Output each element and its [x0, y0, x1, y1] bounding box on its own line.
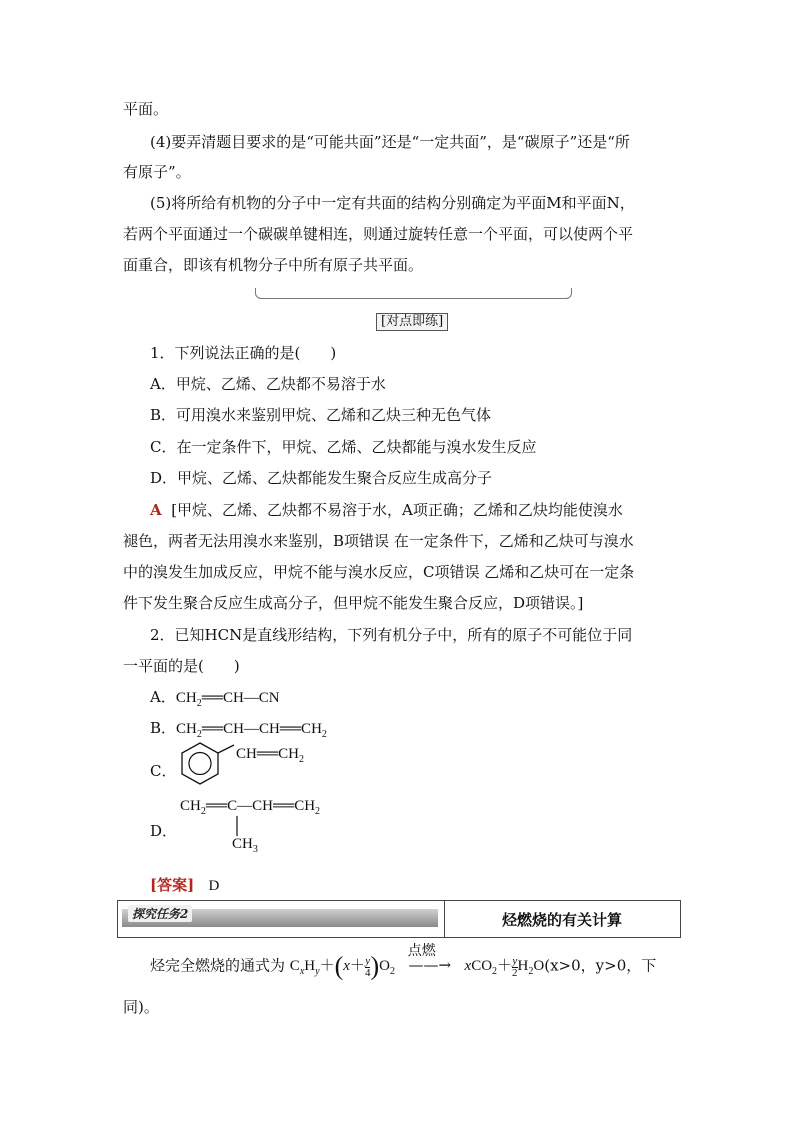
- q2-option-d-methyl: $CH_3$: [232, 836, 258, 855]
- q2-option-b-formula: $CH_2══CH—CH══CH_2$: [176, 721, 327, 740]
- point-5-line2: 若两个平面通过一个碳碳单键相连，则通过旋转任意一个平面，可以使两个平: [123, 225, 634, 243]
- task-label: 探究任务2: [128, 905, 192, 922]
- task-label-panel: [118, 901, 445, 937]
- point-4-line1: (4)要弄清题目要求的是“可能共面”还是“一定共面”，是“碳原子”还是“所: [150, 133, 630, 151]
- formula-reactant: $C_xH_y+(x+$ $\frac{y}{4}$ )$O_2$: [289, 952, 395, 981]
- q2-option-b: [150, 717, 327, 740]
- practice-tag: [对点即练]: [376, 313, 448, 331]
- point-5-line1: (5)将所给有机物的分子中一定有共面的结构分别确定为平面M和平面N，: [150, 194, 635, 212]
- formula-lead: 烃完全燃烧的通式为: [150, 956, 286, 975]
- point-4-line2: 有原子”。: [123, 163, 191, 181]
- q1-explanation-line1: [150, 499, 623, 520]
- q1-explanation-line2: 褪色，两者无法用溴水来鉴别，B项错误 在一定条件下，乙烯和乙炔可与溴水: [123, 532, 634, 550]
- reaction-arrow: 点燃 ——→: [400, 956, 460, 974]
- q2-option-a-formula: $CH_2══CH—CN$: [175, 690, 280, 709]
- benzene-ring-icon: [178, 741, 238, 787]
- q1-option-b: B．可用溴水来鉴别甲烷、乙烯和乙炔三种无色气体: [150, 406, 492, 424]
- methyl-bond-line: [234, 816, 240, 836]
- q1-explanation-line4: 件下发生聚合反应生成高分子，但甲烷不能发生聚合反应，D项错误。]: [123, 594, 584, 612]
- task-header: [117, 900, 681, 938]
- q1-answer-letter: A: [150, 501, 162, 519]
- combustion-formula: [150, 943, 657, 982]
- q1-option-c: C．在一定条件下，甲烷、乙烯、乙炔都能与溴水发生反应: [150, 438, 537, 456]
- q2-answer-value: D: [208, 878, 220, 894]
- formula-product: xCO$_2$＋ $\frac{y}{2}$ $H_2O$: [464, 954, 545, 979]
- q1-stem: 1．下列说法正确的是( ): [150, 344, 337, 362]
- q1-option-d: D．甲烷、乙烯、乙炔都能发生聚合反应生成高分子: [150, 469, 493, 487]
- point-5-line3: 面重合，即该有机物分子中所有原子共平面。: [123, 256, 424, 274]
- q1-explanation-text: [甲烷、乙烯、乙炔都不易溶于水，A项正确；乙烯和乙炔均能使溴水: [171, 501, 623, 519]
- q2-option-c-label: C．: [150, 762, 177, 780]
- intro-line: 平面。: [123, 100, 169, 118]
- q2-stem-line1: 2．已知HCN是直线形结构，下列有机分子中，所有的原子不可能位于同: [150, 626, 633, 644]
- section-divider: [255, 288, 572, 299]
- formula-tail-line2: 同)。: [123, 998, 159, 1016]
- q2-option-c-vinyl: $CH══CH_2$: [236, 746, 304, 765]
- q2-option-d-label: D．: [150, 822, 178, 840]
- q1-option-a: A．甲烷、乙烯、乙炔都不易溶于水: [150, 375, 386, 393]
- task-title: 烃燃烧的有关计算: [501, 911, 622, 929]
- q2-stem-line2: 一平面的是( ): [123, 657, 240, 675]
- formula-tail: (x>0，y>0，下: [544, 956, 657, 975]
- q1-explanation-line3: 中的溴发生加成反应，甲烷不能与溴水反应，C项错误 乙烯和乙炔可在一定条: [123, 563, 635, 581]
- q2-option-a: [150, 686, 280, 709]
- q2-option-b-label: B．: [150, 719, 177, 737]
- reaction-condition: 点燃: [407, 943, 436, 960]
- q2-answer-tag: [答案]: [150, 876, 195, 894]
- q2-option-a-label: A．: [150, 688, 176, 706]
- q2-answer: [150, 874, 219, 895]
- q2-option-d-chain: $CH_2══C—CH══CH_2$: [180, 798, 321, 817]
